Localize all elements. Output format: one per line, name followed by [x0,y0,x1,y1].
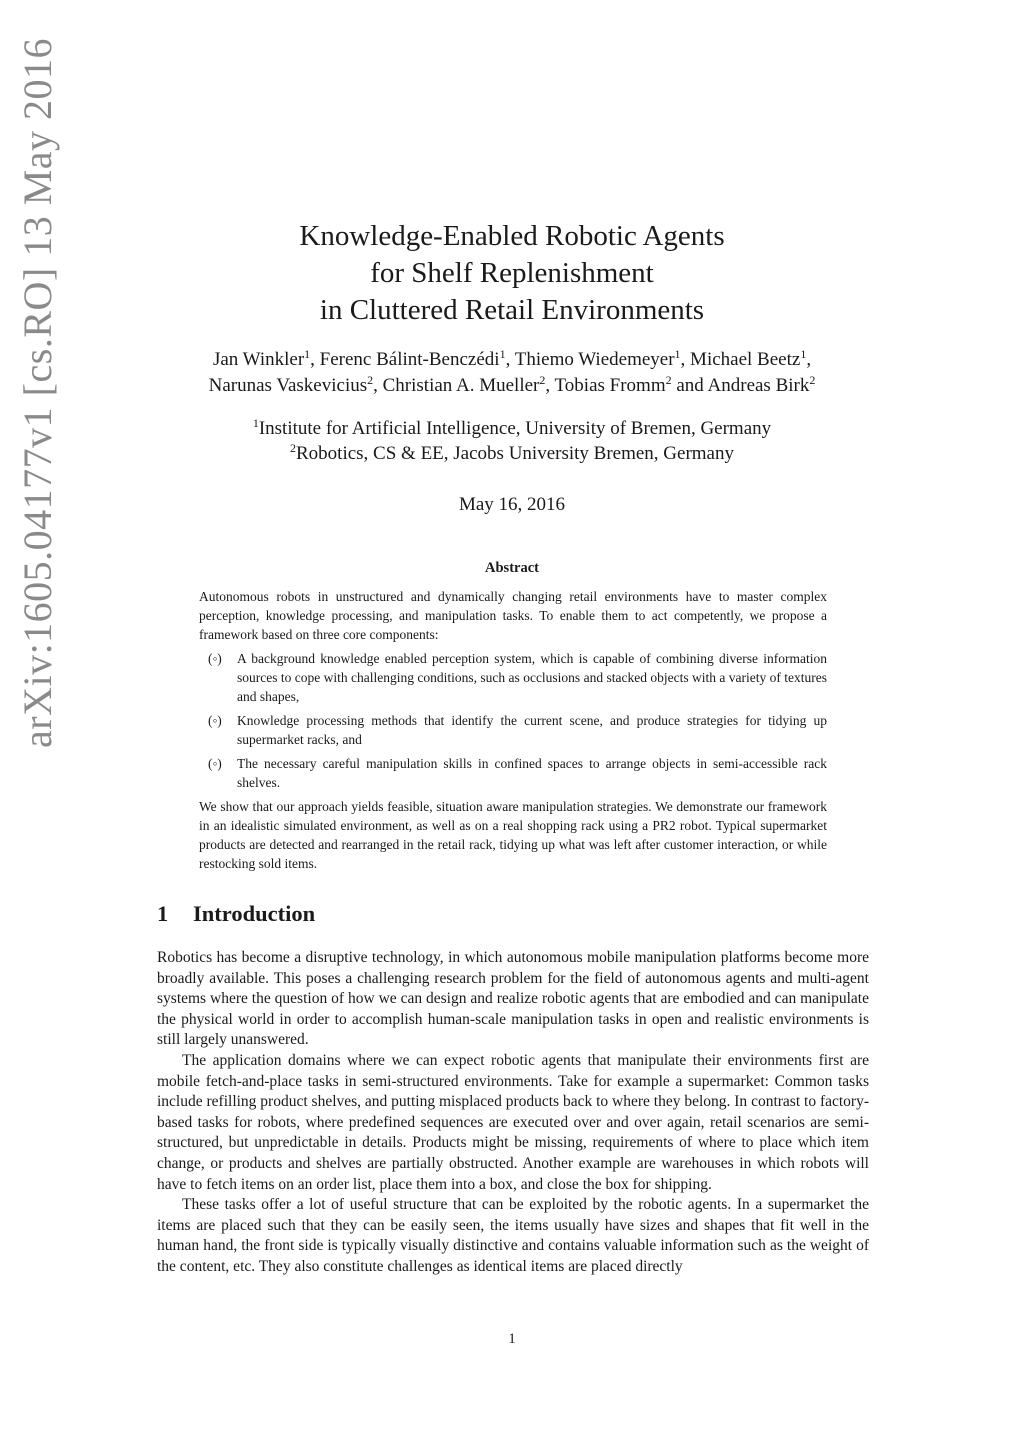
paragraph: The application domains where we can expect robotic agents that manipulate their environments first are mobile fetch-and-place tasks in semi-structured environments. Take for example a supermarket: Common tasks include refilling product shelves, and putting misplaced products back to where they belong. In contrast to factory-based tasks for robots, where predefined sequences are executed over and over again, retail scenarios are semi-structured, but unpredictable in details. Products might be missing, requirements of where to place which item change, or products and shelves are partially obstructed. Another example are warehouses in which robots will have to fetch items on an order list, place them into a box, and close the box for shipping. [157,1051,869,1193]
list-bullet: (◦) [208,756,222,771]
author-separator: , [310,349,320,370]
author-separator: , [806,349,812,370]
list-bullet: (◦) [208,713,222,728]
author-separator: , [680,349,691,370]
author-affiliation-mark: 1 [304,347,311,361]
author-separator: , [545,375,555,396]
arxiv-identifier: arXiv:1605.04177v1 [cs.RO] 13 May 2016 [15,37,60,748]
affiliation-list [0,416,1024,466]
list-bullet: (◦) [208,651,222,666]
abstract-intro: Autonomous robots in unstructured and dynamically changing retail environments have to master complex perception, knowledge processing, and manipulation tasks. To enable them to act competently, we propose a framework based on three core components: [199,589,827,642]
title-line: in Cluttered Retail Environments [319,294,705,326]
author-name: Ferenc Bálint-Benczédi [319,349,500,370]
list-item [199,649,827,706]
author-separator: , [505,349,515,370]
affiliation-text: Institute for Artificial Intelligence, University of Bremen, Germany [258,418,772,439]
author-affiliation-mark: 2 [539,373,546,387]
affiliation-number: 2 [290,441,296,455]
author-affiliation-mark: 1 [800,347,807,361]
author-name: Christian A. Mueller [382,375,540,396]
author-name: Jan Winkler [212,349,305,370]
affiliation-text: Robotics, CS & EE, Jacobs University Bremen, Germany [296,443,734,464]
paragraph: These tasks offer a lot of useful structure that can be exploited by the robotic agents. In a supermarket the items are placed such that they can be easily seen, the items usually have sizes and shapes that fit well in the human hand, the front side is typically visually distinctive and contains valuable information such as the weight of the content, etc. They also constitute challenges as identical items are placed directly [157,1196,869,1275]
author-affiliation-mark: 1 [674,347,681,361]
author-line [0,347,1024,373]
affiliation-number: 1 [252,416,259,430]
author-separator: and [671,375,708,396]
author-line [0,373,1024,399]
affiliation [0,416,1024,441]
page-number: 1 [508,1331,516,1347]
author-name: Andreas Birk [707,375,810,396]
author-name: Thiemo Wiedemeyer [514,349,675,370]
author-name: Tobias Fromm [554,375,666,396]
title-line: Knowledge-Enabled Robotic Agents [299,220,725,252]
paper-title [0,218,1024,329]
list-item-text: The necessary careful manipulation skills in confined spaces to arrange objects in semi-accessible rack shelves. [237,756,827,790]
affiliation [0,441,1024,466]
title-line: for Shelf Replenishment [370,257,654,289]
author-name: Michael Beetz [690,349,801,370]
paragraph: Robotics has become a disruptive technology, in which autonomous mobile manipulation platforms become more broadly available. This poses a challenging research problem for the field of autonomous agents and multi-agent systems where the question of how we can design and realize robotic agents that are embodied and can manipulate the physical world in order to accomplish human-scale manipulation tasks in open and realistic environments is still largely unanswered. [157,949,869,1049]
author-affiliation-mark: 2 [665,373,672,387]
introduction-body [157,948,869,1278]
author-affiliation-mark: 2 [809,373,816,387]
section-heading [157,901,315,927]
abstract-heading: Abstract [485,560,539,576]
list-item [199,754,827,792]
abstract-body [199,587,827,873]
abstract-component-list [199,649,827,792]
author-affiliation-mark: 2 [367,373,374,387]
list-item-text: A background knowledge enabled perception system, which is capable of combining diverse information sources to cope with challenging conditions, such as occlusions and stacked objects with a variety of textures and shapes, [237,651,827,704]
author-affiliation-mark: 1 [499,347,506,361]
paper-date: May 16, 2016 [458,494,566,515]
author-separator: , [373,375,383,396]
list-item-text: Knowledge processing methods that identify the current scene, and produce strategies for tidying up supermarket racks, and [237,713,827,747]
section-title: Introduction [193,901,316,926]
list-item [199,711,827,749]
abstract-conclusion: We show that our approach yields feasible, situation aware manipulation strategies. We demonstrate our framework in an idealistic simulated environment, as well as on a real shopping rack using a PR2 robot. Typical supermarket products are detected and rearranged in the retail rack, tidying up what was left after customer interaction, or while restocking sold items. [199,799,827,871]
author-name: Narunas Vaskevicius [208,375,368,396]
author-list [0,347,1024,399]
section-number: 1 [157,901,169,926]
